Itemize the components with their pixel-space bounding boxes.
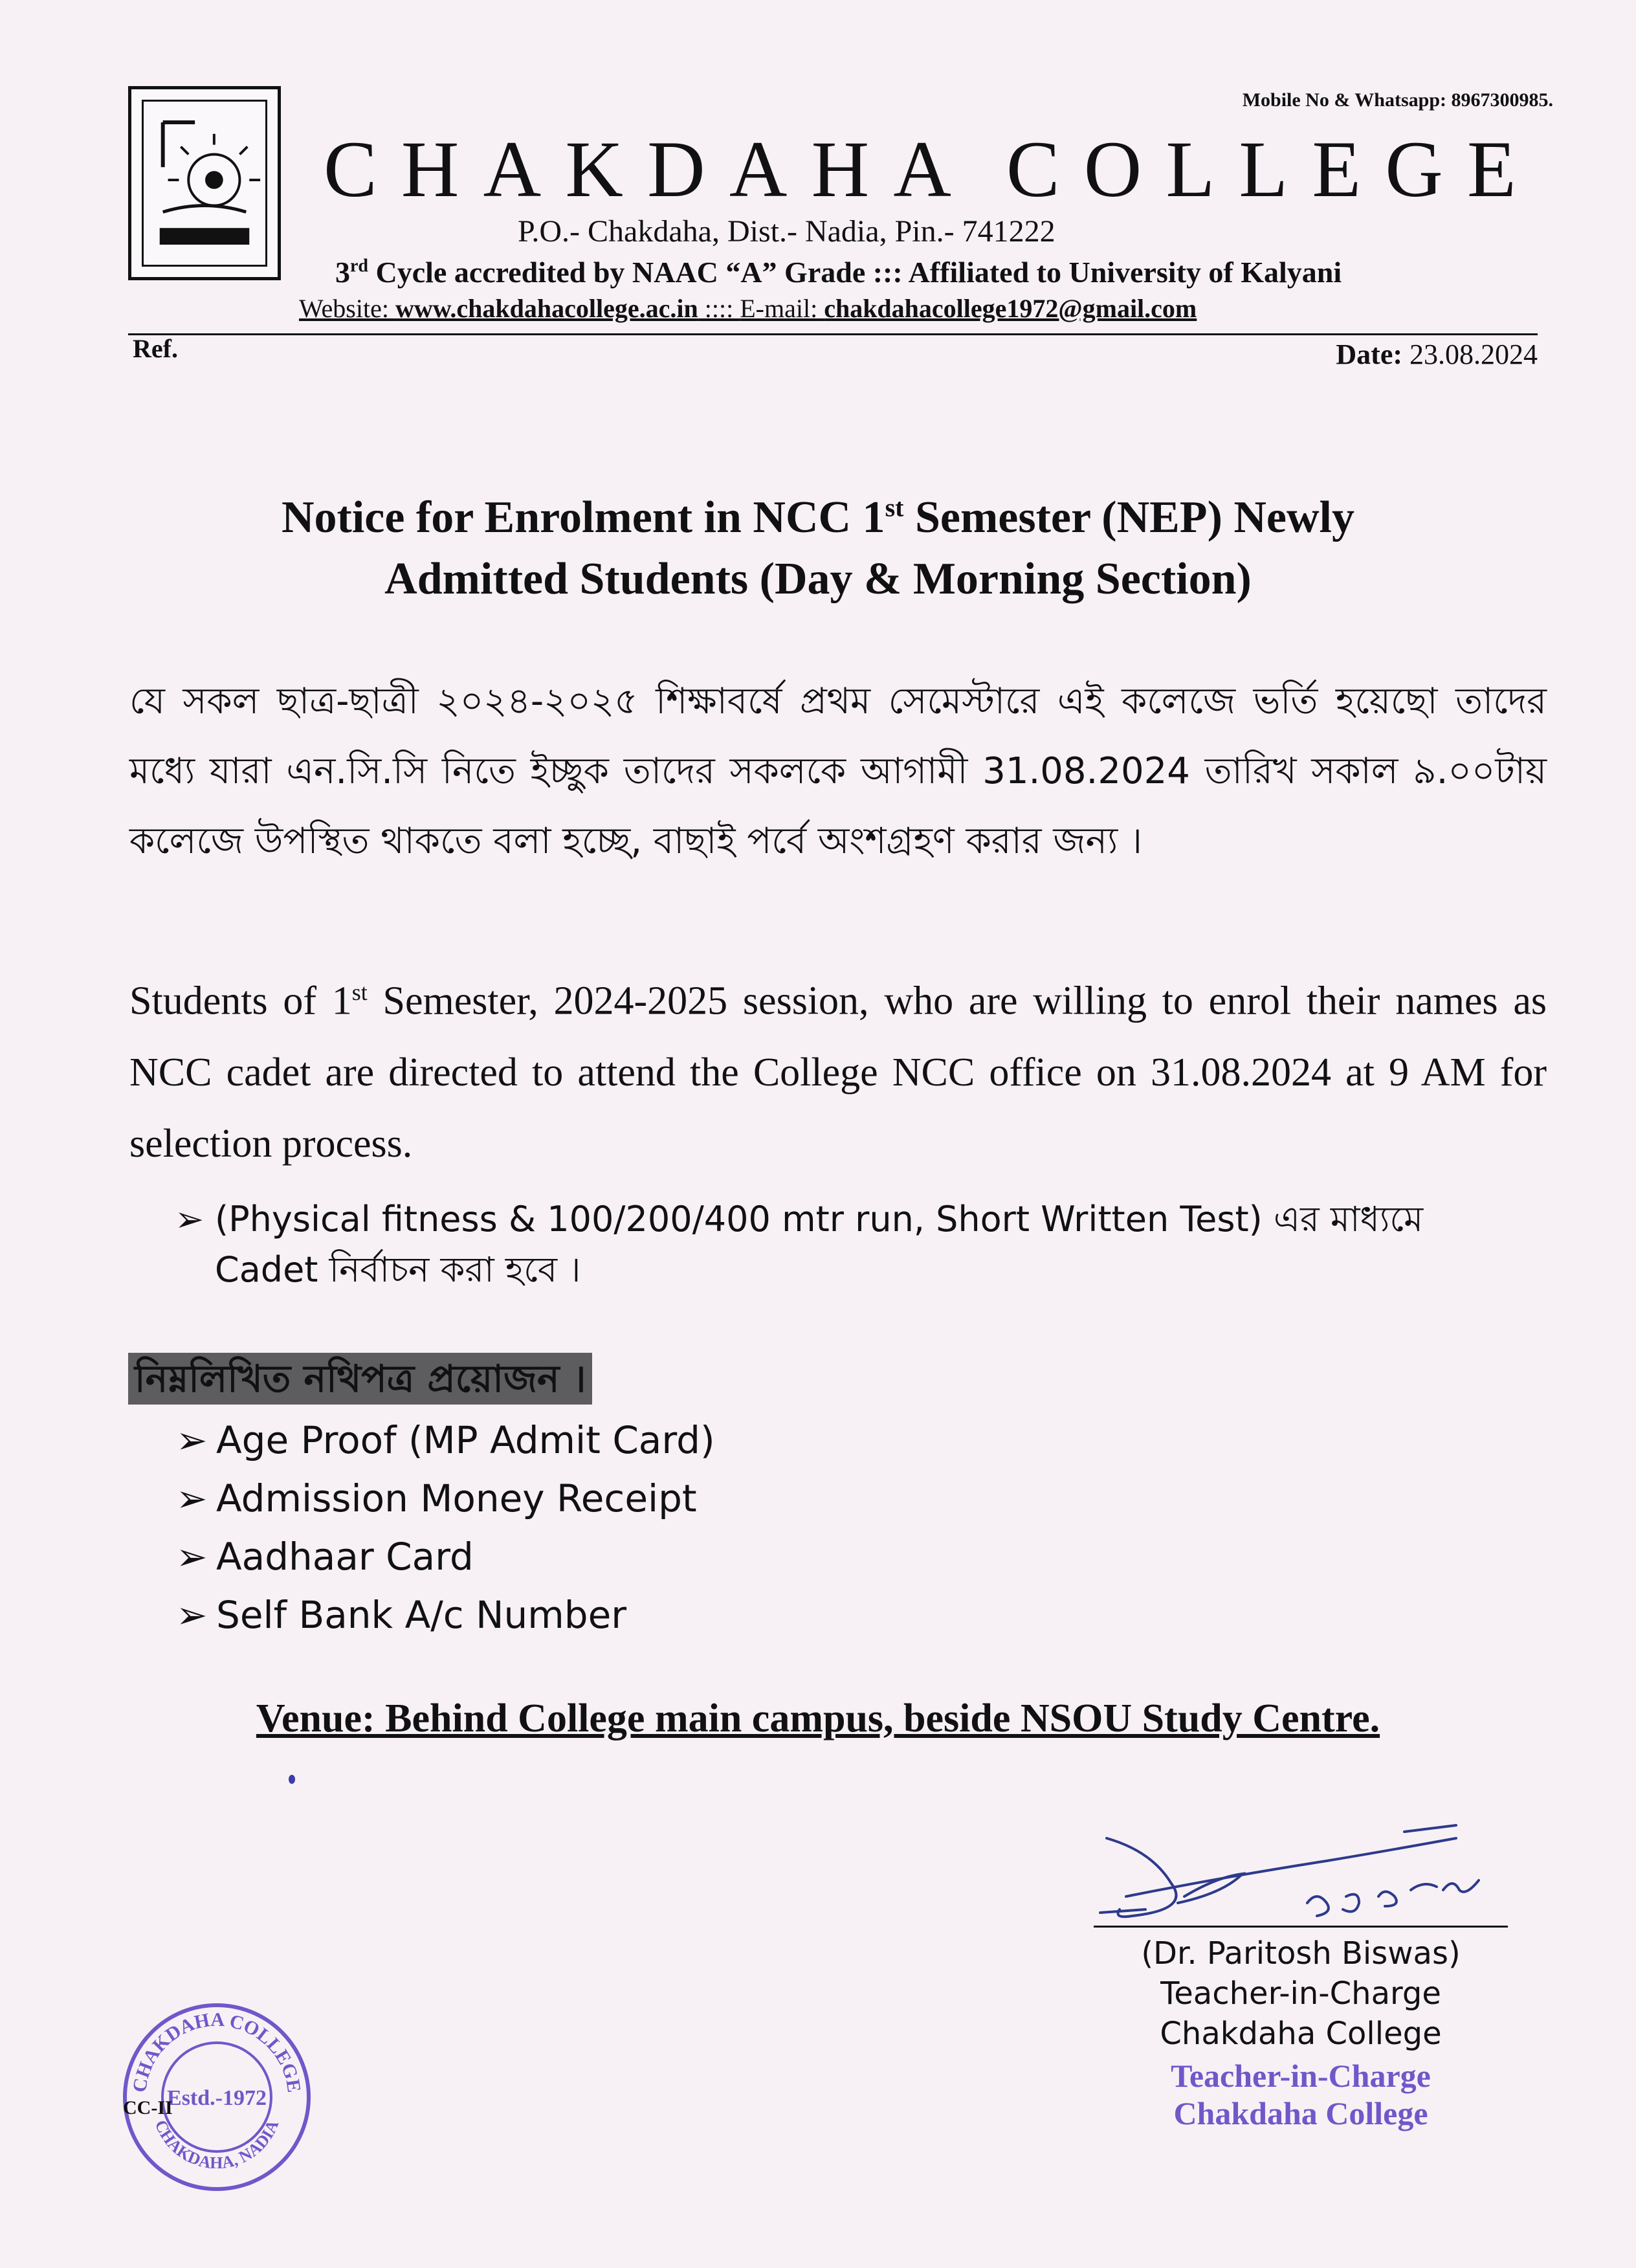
venue-line: Venue: Behind College main campus, beside NSOU Study Centre. bbox=[256, 1696, 1380, 1740]
college-name bbox=[324, 125, 1540, 214]
notice-date bbox=[1336, 338, 1538, 371]
reference-label: Ref. bbox=[133, 334, 178, 363]
list-item bbox=[176, 1528, 715, 1586]
naac-text: Cycle accredited by NAAC “A” Grade ::: Affiliated to University of Kalyani bbox=[368, 256, 1342, 289]
selection-process-item bbox=[175, 1194, 1501, 1295]
seal-center-text: Estd.-1972 bbox=[167, 2086, 267, 2110]
title-part1: Notice for Enrolment in NCC 1 bbox=[281, 493, 885, 542]
signatory-name: (Dr. Paritosh Biswas) bbox=[1141, 1935, 1461, 1972]
notice-title-line1 bbox=[129, 487, 1507, 548]
document-label: Age Proof (MP Admit Card) bbox=[216, 1418, 715, 1462]
title-part2: Semester (NEP) Newly bbox=[903, 493, 1355, 542]
document-label: Aadhaar Card bbox=[216, 1535, 474, 1579]
cc-label: CC-II bbox=[123, 2097, 173, 2118]
signatory-role: Teacher-in-Charge bbox=[1160, 1975, 1441, 2012]
arrow-bullet-icon: ➢ bbox=[175, 1199, 204, 1240]
document-label: Admission Money Receipt bbox=[216, 1476, 697, 1520]
signatory-college: Chakdaha College bbox=[1160, 2016, 1442, 2052]
seal-top-text: CHAKDAHA COLLEGE bbox=[128, 2009, 305, 2094]
naac-cycle-number: 3 bbox=[335, 256, 350, 289]
documents-heading: নিম্নলিখিত নথিপত্র প্রয়োজন । bbox=[128, 1353, 592, 1405]
list-item bbox=[176, 1586, 715, 1644]
college-address: P.O.- Chakdaha, Dist.- Nadia, Pin.- 741222 bbox=[518, 214, 1056, 249]
accreditation-line bbox=[335, 255, 1342, 289]
arrow-bullet-icon: ➢ bbox=[176, 1476, 208, 1520]
english-part1: Students of 1 bbox=[129, 979, 352, 1023]
mobile-number: Mobile No & Whatsapp: 8967300985. bbox=[1242, 89, 1553, 111]
date-value: 23.08.2024 bbox=[1402, 339, 1538, 370]
college-name-right: COLLEGE bbox=[1006, 125, 1540, 214]
date-label: Date: bbox=[1336, 339, 1402, 370]
arrow-bullet-icon: ➢ bbox=[176, 1535, 208, 1579]
handwritten-signature bbox=[1094, 1799, 1508, 1929]
signature-line bbox=[1094, 1926, 1508, 1928]
ink-dot bbox=[289, 1775, 295, 1784]
bengali-paragraph: যে সকল ছাত্র-ছাত্রী ২০২৪-২০২৫ শিক্ষাবর্ষে প্রথম সেমেস্টারে এই কলেজে ভর্তি হয়েছো তাদের মধ্যে যারা এন.সি.সি নিতে ইচ্ছুক তাদের সকলকে আগামী 31.08.2024 তারিখ সকাল ৯.০০টায় কলেজে উপস্থিত থাকতে বলা হচ্ছে, বাছাই পর্বে অংশগ্রহণ করার জন্য । bbox=[129, 680, 1547, 862]
svg-text:CHAKDAHA, NADIA bbox=[151, 2117, 283, 2172]
english-paragraph bbox=[129, 957, 1547, 1179]
selection-process-text: (Physical fitness & 100/200/400 mtr run, Short Written Test) এর মাধ্যমে Cadet নির্বাচন করা হবে । bbox=[215, 1199, 1424, 1290]
website-link[interactable]: www.chakdahacollege.ac.in bbox=[395, 294, 698, 323]
naac-cycle-suffix: rd bbox=[350, 256, 368, 276]
list-item bbox=[176, 1411, 715, 1469]
college-logo bbox=[128, 86, 281, 280]
contact-separator: :::: bbox=[698, 294, 740, 323]
arrow-bullet-icon: ➢ bbox=[176, 1593, 208, 1637]
website-label: Website: bbox=[299, 294, 395, 323]
seal-bottom-text: CHAKDAHA, NADIA bbox=[151, 2117, 283, 2173]
arrow-bullet-icon: ➢ bbox=[176, 1418, 208, 1462]
english-part2: Semester, 2024-2025 session, who are willing to enrol their names as NCC cadet are directed to attend the College NCC office on 31.08.2024 at 9 AM for selection process. bbox=[129, 979, 1547, 1166]
stamp-college: Chakdaha College bbox=[1173, 2095, 1428, 2131]
svg-text:CHAKDAHA COLLEGE bbox=[129, 2009, 305, 2094]
title-sup: st bbox=[885, 493, 904, 522]
english-sup: st bbox=[351, 979, 368, 1005]
email-label: E-mail: bbox=[740, 294, 824, 323]
email-link[interactable]: chakdahacollege1972@gmail.com bbox=[824, 294, 1197, 323]
contact-line bbox=[299, 293, 1197, 324]
college-name-left: CHAKDAHA bbox=[324, 125, 976, 214]
list-item bbox=[176, 1469, 715, 1528]
document-label: Self Bank A/c Number bbox=[216, 1593, 627, 1637]
stamp-role: Teacher-in-Charge bbox=[1171, 2058, 1431, 2094]
header-divider bbox=[128, 333, 1538, 335]
notice-title-line2: Admitted Students (Day & Morning Section) bbox=[384, 554, 1252, 605]
documents-list bbox=[176, 1411, 715, 1644]
notice-title bbox=[129, 487, 1507, 610]
